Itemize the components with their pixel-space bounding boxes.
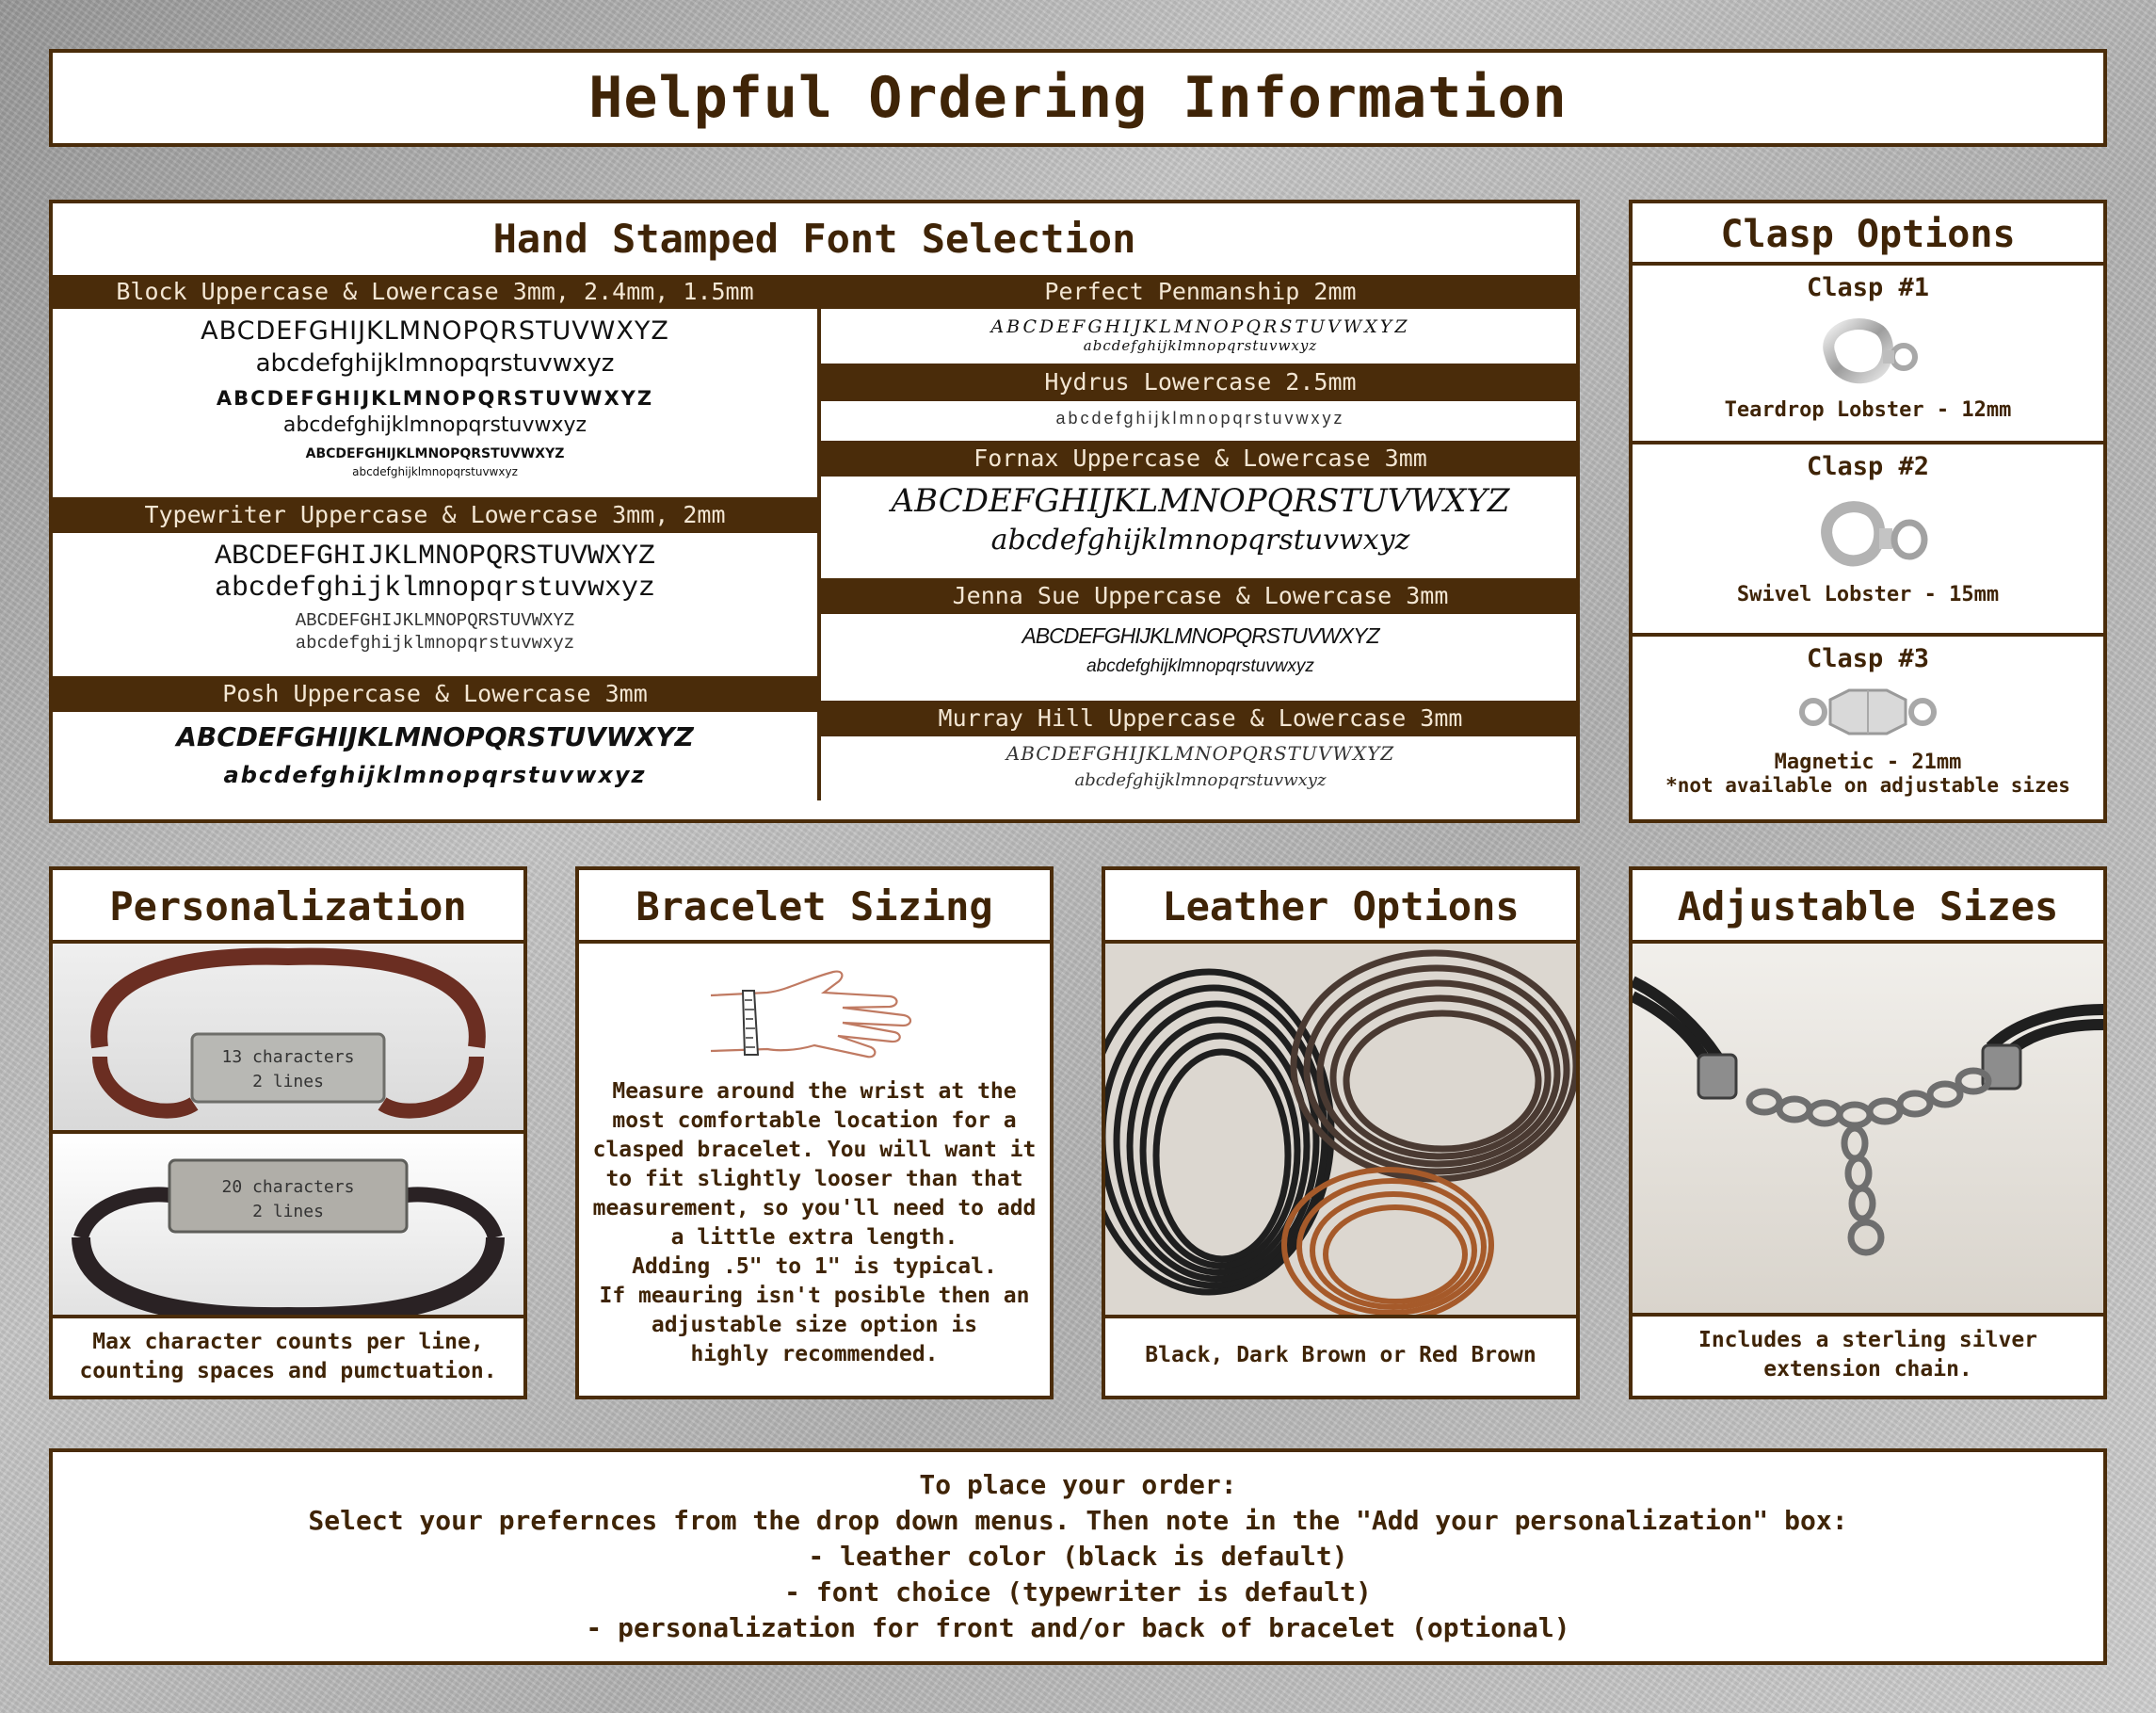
font-murray-sample bbox=[821, 736, 1580, 800]
clasp-options-heading: Clasp Options bbox=[1633, 203, 2103, 266]
order-line-1: To place your order: bbox=[919, 1469, 1237, 1500]
font-hydrus-sample bbox=[821, 401, 1580, 441]
font-column-right bbox=[817, 275, 1580, 800]
typewriter-lower-small: abcdefghijklmnopqrstuvwxyz bbox=[295, 633, 575, 654]
black-bracelet-icon bbox=[53, 1134, 523, 1318]
magnetic-clasp-icon bbox=[1793, 679, 1943, 745]
leather-caption: Black, Dark Brown or Red Brown bbox=[1145, 1343, 1537, 1367]
jenna-upper: ABCDEFGHIJKLMNOPQRSTUVWXYZ bbox=[1022, 623, 1379, 648]
sizing-line-1: Measure around the wrist at the bbox=[612, 1079, 1017, 1104]
block-upper-small: ABCDEFGHIJKLMNOPQRSTUVWXYZ bbox=[305, 446, 565, 461]
leather-coils-icon bbox=[1105, 944, 1576, 1318]
personalization-caption bbox=[53, 1318, 523, 1386]
adjustable-caption-line1: Includes a sterling silver bbox=[1697, 1328, 2038, 1352]
sizing-line-7: Adding .5" to 1" is typical. bbox=[632, 1254, 997, 1279]
personalization-caption-line1: Max character counts per line, bbox=[92, 1330, 484, 1354]
order-line-5: - personalization for front and/or back of bracelet (optional) bbox=[586, 1612, 1570, 1643]
extension-chain-icon bbox=[1633, 944, 2103, 1317]
clasp-3-caption: Magnetic - 21mm bbox=[1774, 751, 1962, 774]
hydrus-lower: abcdefghijklmnopqrstuvwxyz bbox=[1055, 409, 1345, 428]
clasp-3 bbox=[1633, 637, 2103, 816]
font-typewriter-sample bbox=[53, 533, 817, 676]
bracelet-sizing-text bbox=[579, 1077, 1050, 1369]
sizing-line-4: to fit slightly looser than that bbox=[605, 1167, 1023, 1191]
bracelet-photo-2 bbox=[53, 1134, 523, 1318]
adjustable-photo bbox=[1633, 944, 2103, 1317]
jenna-lower: abcdefghijklmnopqrstuvwxyz bbox=[1086, 656, 1314, 676]
clasp-options-panel bbox=[1629, 200, 2107, 823]
font-murray-label: Murray Hill Uppercase & Lowercase 3mm bbox=[821, 701, 1580, 736]
font-selection-panel bbox=[49, 200, 1580, 823]
block-lower-small: abcdefghijklmnopqrstuvwxyz bbox=[352, 465, 518, 478]
sizing-line-8: If meauring isn't posible then an bbox=[599, 1284, 1030, 1308]
photo1-line1: 13 characters bbox=[221, 1047, 355, 1067]
typewriter-upper-small: ABCDEFGHIJKLMNOPQRSTUVWXYZ bbox=[295, 610, 575, 631]
order-instructions-panel bbox=[49, 1448, 2107, 1665]
sizing-line-3: clasped bracelet. You will want it bbox=[592, 1138, 1037, 1162]
adjustable-sizes-heading: Adjustable Sizes bbox=[1633, 870, 2103, 944]
font-fornax-label: Fornax Uppercase & Lowercase 3mm bbox=[821, 441, 1580, 477]
block-lower-large: abcdefghijklmnopqrstuvwxyz bbox=[255, 349, 615, 378]
posh-lower: abcdefghijklmnopqrstuvwxyz bbox=[223, 762, 647, 788]
font-typewriter-label: Typewriter Uppercase & Lowercase 3mm, 2mm bbox=[53, 497, 817, 533]
font-posh-label: Posh Uppercase & Lowercase 3mm bbox=[53, 676, 817, 712]
photo1-line2: 2 lines bbox=[252, 1072, 324, 1091]
sizing-line-2: most comfortable location for a bbox=[612, 1108, 1017, 1133]
font-posh-sample bbox=[53, 712, 817, 816]
sizing-line-6: a little extra length. bbox=[670, 1225, 958, 1250]
posh-upper: ABCDEFGHIJKLMNOPQRSTUVWXYZ bbox=[176, 721, 694, 752]
sizing-line-10: highly recommended. bbox=[690, 1342, 939, 1366]
page-title: Helpful Ordering Information bbox=[588, 65, 1568, 131]
order-line-4: - font choice (typewriter is default) bbox=[784, 1576, 1372, 1608]
font-fornax-sample bbox=[821, 477, 1580, 578]
clasp-3-note: *not available on adjustable sizes bbox=[1665, 774, 2070, 797]
order-line-2: Select your prefernces from the drop down menus. Then note in the "Add your personalization" box: bbox=[308, 1505, 1848, 1536]
bracelet-sizing-heading: Bracelet Sizing bbox=[579, 870, 1050, 944]
sizing-line-9: adjustable size option is bbox=[651, 1313, 978, 1337]
adjustable-caption-line2: extension chain. bbox=[1763, 1357, 1972, 1382]
font-penmanship-sample bbox=[821, 309, 1580, 364]
clasp-2-title: Clasp #2 bbox=[1806, 452, 1930, 481]
fornax-lower: abcdefghijklmnopqrstuvwxyz bbox=[990, 524, 1410, 557]
leather-options-heading: Leather Options bbox=[1105, 870, 1576, 944]
leather-photo bbox=[1105, 944, 1576, 1318]
brown-bracelet-icon bbox=[53, 944, 523, 1134]
wrist-measure-icon bbox=[701, 953, 927, 1075]
sizing-line-5: measurement, so you'll need to add bbox=[592, 1196, 1037, 1220]
order-line-3: - leather color (black is default) bbox=[808, 1541, 1348, 1572]
clasp-1-caption: Teardrop Lobster - 12mm bbox=[1724, 398, 2012, 422]
swivel-lobster-clasp-icon bbox=[1802, 487, 1934, 577]
block-upper-medium: ABCDEFGHIJKLMNOPQRSTUVWXYZ bbox=[216, 387, 654, 410]
font-jenna-label: Jenna Sue Uppercase & Lowercase 3mm bbox=[821, 578, 1580, 614]
typewriter-lower-large: abcdefghijklmnopqrstuvwxyz bbox=[214, 573, 656, 605]
murray-lower: abcdefghijklmnopqrstuvwxyz bbox=[1074, 770, 1327, 790]
block-upper-large: ABCDEFGHIJKLMNOPQRSTUVWXYZ bbox=[201, 316, 669, 346]
font-block-sample bbox=[53, 309, 817, 497]
photo2-line1: 20 characters bbox=[221, 1177, 355, 1197]
clasp-1-title: Clasp #1 bbox=[1806, 273, 1930, 302]
murray-upper: ABCDEFGHIJKLMNOPQRSTUVWXYZ bbox=[1006, 742, 1395, 765]
photo2-line2: 2 lines bbox=[252, 1202, 324, 1221]
font-jenna-sample bbox=[821, 614, 1580, 701]
block-lower-medium: abcdefghijklmnopqrstuvwxyz bbox=[282, 413, 587, 437]
typewriter-upper-large: ABCDEFGHIJKLMNOPQRSTUVWXYZ bbox=[214, 541, 656, 573]
teardrop-lobster-clasp-icon bbox=[1802, 308, 1934, 393]
personalization-caption-line2: counting spaces and pumctuation. bbox=[79, 1359, 497, 1383]
personalization-heading: Personalization bbox=[53, 870, 523, 944]
personalization-panel bbox=[49, 866, 527, 1399]
font-column-left bbox=[53, 275, 817, 816]
font-penmanship-label: Perfect Penmanship 2mm bbox=[821, 275, 1580, 309]
clasp-3-title: Clasp #3 bbox=[1806, 644, 1930, 673]
penmanship-upper: ABCDEFGHIJKLMNOPQRSTUVWXYZ bbox=[990, 316, 1410, 337]
penmanship-lower: abcdefghijklmnopqrstuvwxyz bbox=[1083, 337, 1318, 354]
bracelet-photo-1 bbox=[53, 944, 523, 1134]
adjustable-sizes-panel bbox=[1629, 866, 2107, 1399]
font-selection-heading: Hand Stamped Font Selection bbox=[492, 216, 1136, 262]
clasp-1 bbox=[1633, 266, 2103, 444]
clasp-2 bbox=[1633, 444, 2103, 637]
font-block-label: Block Uppercase & Lowercase 3mm, 2.4mm, 1.5mm bbox=[53, 275, 817, 309]
font-hydrus-label: Hydrus Lowercase 2.5mm bbox=[821, 364, 1580, 401]
adjustable-caption bbox=[1633, 1317, 2103, 1384]
title-panel bbox=[49, 49, 2107, 147]
bracelet-sizing-panel bbox=[575, 866, 1054, 1399]
leather-options-panel bbox=[1102, 866, 1580, 1399]
clasp-2-caption: Swivel Lobster - 15mm bbox=[1736, 583, 2000, 606]
fornax-upper: ABCDEFGHIJKLMNOPQRSTUVWXYZ bbox=[891, 482, 1510, 520]
